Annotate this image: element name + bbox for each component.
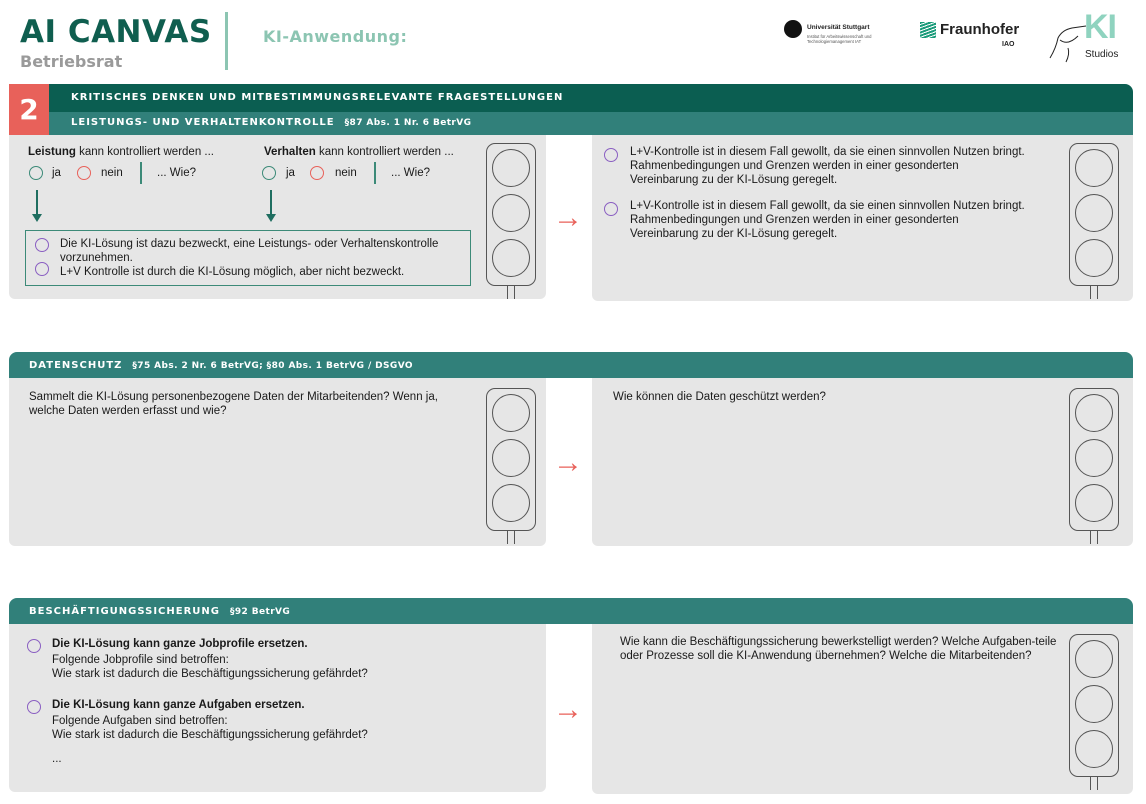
arrow-right-icon: →: [553, 201, 583, 234]
verhalten-nein-label: nein: [335, 167, 357, 179]
traffic-light-icon[interactable]: [486, 143, 536, 286]
down-arrow-icon: [270, 190, 272, 216]
lv-box-option-2-radio[interactable]: [35, 262, 49, 276]
datenschutz-left-question[interactable]: Sammelt die KI-Lösung personenbezogene Daten der Mitarbeitenden? Wenn ja, welche Daten werden erfasst und wie?: [29, 391, 438, 417]
beschaeftigung-title-bar: [9, 598, 1133, 624]
verhalten-wie[interactable]: ... Wie?: [391, 167, 430, 179]
leistung-nein-label: nein: [101, 167, 123, 179]
leistung-separator: [140, 162, 142, 184]
traffic-light-pole: [1090, 286, 1098, 299]
uni-stuttgart-name: Universität Stuttgart: [807, 24, 870, 31]
verhalten-rest: kann kontrolliert werden ...: [315, 146, 454, 158]
lv-title: [71, 117, 471, 128]
traffic-light-pole: [1090, 531, 1098, 544]
traffic-light-pole: [1090, 777, 1098, 790]
leistung-ja-radio[interactable]: [29, 166, 43, 180]
traffic-light-lamp-top[interactable]: [1075, 394, 1113, 432]
datenschutz-right-question[interactable]: Wie können die Daten geschützt werden?: [613, 391, 826, 403]
traffic-light-lamp-bottom[interactable]: [1075, 239, 1113, 277]
datenschutz-law: §75 Abs. 2 Nr. 6 BetrVG; §80 Abs. 1 BetrVG / DSGVO: [132, 361, 413, 371]
leistung-ja-label: ja: [52, 167, 61, 179]
traffic-light-lamp-bottom[interactable]: [1075, 484, 1113, 522]
lv-right-option-2-radio[interactable]: [604, 202, 618, 216]
lv-right-option-2: L+V-Kontrolle ist in diesem Fall gewollt, da sie einen sinnvollen Nutzen bringt. Rahmenbedingungen und Grenzen werden in einer gesonderten Vereinbarung zu der KI-Lösung geregelt.: [630, 200, 1025, 240]
section-title: KRITISCHES DENKEN UND MITBESTIMMUNGSRELEVANTE FRAGESTELLUNGEN: [71, 92, 564, 103]
uni-stuttgart-emblem-icon: [784, 20, 802, 38]
beschaeftigung-right-question[interactable]: Wie kann die Beschäftigungssicherung bewerkstelligt werden? Welche Aufgaben-teile oder Prozesse soll die KI-Anwendung übernehmen? Welche die Mitarbeitenden?: [620, 636, 1057, 662]
verhalten-ja-radio[interactable]: [262, 166, 276, 180]
lv-box-option-1-radio[interactable]: [35, 238, 49, 252]
leistung-label: [28, 145, 214, 159]
uni-stuttgart-subline: Institut für Arbeitswissenschaft und Technologiemanagement IAT: [807, 34, 872, 44]
verhalten-ja-label: ja: [286, 167, 295, 179]
traffic-light-lamp-middle[interactable]: [1075, 439, 1113, 477]
jobprofile-option: Die KI-Lösung kann ganze Jobprofile ersetzen.: [52, 638, 308, 650]
ki-studios-sub: Studios: [1085, 49, 1119, 60]
traffic-light-lamp-top[interactable]: [492, 394, 530, 432]
arrow-right-icon: →: [553, 693, 583, 726]
lv-law: §87 Abs. 1 Nr. 6 BetrVG: [344, 118, 472, 128]
datenschutz-title-bar: [9, 352, 1133, 378]
arrow-right-icon: →: [553, 446, 583, 479]
traffic-light-lamp-middle[interactable]: [492, 194, 530, 232]
down-arrow-icon: [36, 190, 38, 216]
beschaeftigung-title-text: BESCHÄFTIGUNGSSICHERUNG: [29, 606, 220, 617]
jobprofile-line1: Folgende Jobprofile sind betroffen:: [52, 654, 229, 666]
traffic-light-lamp-middle[interactable]: [1075, 194, 1113, 232]
section-title-bar: [49, 84, 1133, 112]
traffic-light-lamp-bottom[interactable]: [492, 484, 530, 522]
traffic-light-lamp-top[interactable]: [1075, 149, 1113, 187]
fraunhofer-logo: [920, 20, 1020, 52]
ki-studios-logo: [1048, 8, 1128, 62]
jobprofile-line2: Wie stark ist dadurch die Beschäftigungssicherung gefährdet?: [52, 668, 368, 680]
verhalten-label: [264, 145, 454, 159]
aufgaben-option: Die KI-Lösung kann ganze Aufgaben ersetzen.: [52, 699, 305, 711]
traffic-light-pole: [507, 286, 515, 299]
fraunhofer-mark-icon: [920, 22, 936, 38]
canvas-subtitle: Betriebsrat: [20, 52, 123, 71]
hand-drawing-icon: [1048, 18, 1088, 63]
beschaeftigung-ellipsis: ...: [52, 753, 62, 765]
traffic-light-icon[interactable]: [1069, 388, 1119, 531]
datenschutz-title: [29, 360, 413, 371]
aufgaben-line1: Folgende Aufgaben sind betroffen:: [52, 715, 228, 727]
beschaeftigung-law: §92 BetrVG: [230, 607, 291, 617]
traffic-light-icon[interactable]: [486, 388, 536, 531]
fraunhofer-name: Fraunhofer: [940, 21, 1020, 38]
ki-anwendung-label: KI-Anwendung:: [263, 27, 408, 46]
traffic-light-icon[interactable]: [1069, 634, 1119, 777]
traffic-light-icon[interactable]: [1069, 143, 1119, 286]
fraunhofer-sub: IAO: [1002, 41, 1015, 48]
verhalten-separator: [374, 162, 376, 184]
leistung-wie[interactable]: ... Wie?: [157, 167, 196, 179]
ki-studios-mark: KI: [1084, 8, 1116, 46]
leistung-nein-radio[interactable]: [77, 166, 91, 180]
traffic-light-pole: [507, 531, 515, 544]
lv-title-text: LEISTUNGS- UND VERHALTENKONTROLLE: [71, 117, 335, 128]
traffic-light-lamp-middle[interactable]: [1075, 685, 1113, 723]
beschaeftigung-title: [29, 606, 290, 617]
leistung-rest: kann kontrolliert werden ...: [75, 146, 214, 158]
lv-box-option-2: L+V Kontrolle ist durch die KI-Lösung möglich, aber nicht bezweckt.: [60, 266, 405, 278]
aufgaben-line2: Wie stark ist dadurch die Beschäftigungssicherung gefährdet?: [52, 729, 368, 741]
verhalten-bold: Verhalten: [264, 146, 316, 158]
traffic-light-lamp-middle[interactable]: [492, 439, 530, 477]
lv-title-bar: [49, 112, 1133, 135]
jobprofile-radio[interactable]: [27, 639, 41, 653]
canvas-title: AI CANVAS: [20, 14, 212, 50]
lv-right-option-1-radio[interactable]: [604, 148, 618, 162]
traffic-light-lamp-top[interactable]: [1075, 640, 1113, 678]
datenschutz-title-text: DATENSCHUTZ: [29, 360, 123, 371]
traffic-light-lamp-bottom[interactable]: [1075, 730, 1113, 768]
aufgaben-radio[interactable]: [27, 700, 41, 714]
traffic-light-lamp-bottom[interactable]: [492, 239, 530, 277]
leistung-bold: Leistung: [28, 146, 76, 158]
lv-box-option-1: Die KI-Lösung ist dazu bezweckt, eine Leistungs- oder Verhaltenskontrolle vorzunehmen.: [60, 238, 439, 264]
section-number: 2: [9, 84, 49, 135]
traffic-light-lamp-top[interactable]: [492, 149, 530, 187]
verhalten-nein-radio[interactable]: [310, 166, 324, 180]
header-divider: [225, 12, 228, 70]
uni-stuttgart-logo: [784, 20, 889, 50]
lv-right-option-1: L+V-Kontrolle ist in diesem Fall gewollt, da sie einen sinnvollen Nutzen bringt. Rahmenbedingungen und Grenzen werden in einer gesonderten Vereinbarung zu der KI-Lösung geregelt.: [630, 146, 1025, 186]
